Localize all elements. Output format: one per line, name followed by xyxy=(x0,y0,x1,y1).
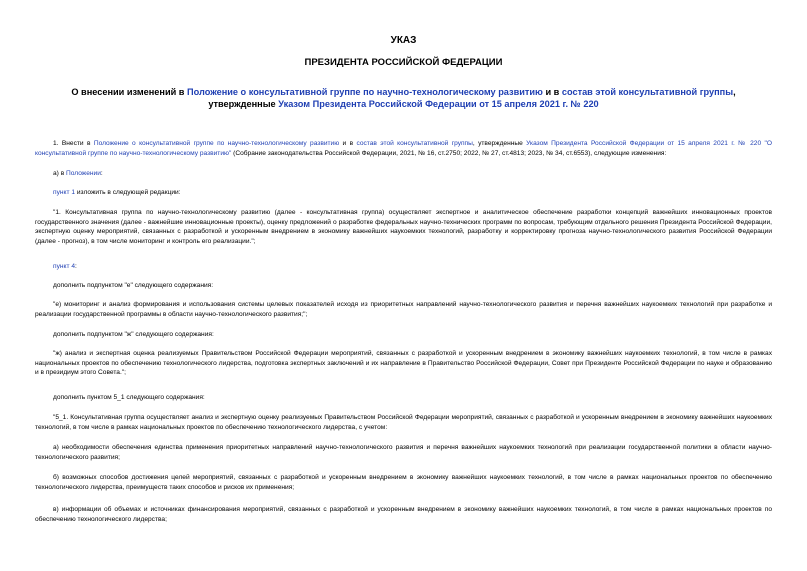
paragraph-3 xyxy=(53,188,181,198)
paragraph-8: дополнить подпунктом "ж" следующего содержания: xyxy=(53,331,214,338)
paragraph-13: б) возможных способов достижения целей мероприятий, связанных с разработкой и ускоренным внедрением в экономику важнейших наукоемких технологий, в том числе в рамках национальных проектов по обеспечению технологического лидерства, преимуществ таких способов и рисков их применения; xyxy=(35,474,772,491)
decree-subtitle xyxy=(48,86,759,110)
paragraph-text: и в xyxy=(339,140,357,147)
paragraph-text: (Собрание законодательства Российской Федерации, 2021, № 16, ст.2750; 2022, № 27, ст.4813; 2023, № 34, ст.6553), следующие изменения: xyxy=(231,149,667,157)
decree-issuer: ПРЕЗИДЕНТА РОССИЙСКОЙ ФЕДЕРАЦИИ xyxy=(304,57,503,68)
paragraph-9: "ж) анализ и экспертная оценка реализуемых Правительством Российской Федерации мероприятий, связанных с разработкой и ускоренным внедрением в экономику важнейших наукоемких технологий, в том числе в рамках национальных проектов по обеспечению технологического лидерства, подготовка экспертных заключений и их направление в Правительство Российской Федерации, Совет при Президенте Российской Федерации по науке и образованию и в президиум этого Совета."; xyxy=(35,350,772,377)
paragraph-12: а) необходимости обеспечения единства применения приоритетных направлений научно-технологического развития и перечня важнейших наукоемких технологий при реализации государственной политики в области научно-технологического развития; xyxy=(35,444,772,461)
decree-title: УКАЗ xyxy=(390,35,417,46)
paragraph-1 xyxy=(35,139,772,158)
paragraph-2 xyxy=(53,169,103,179)
paragraph-6: дополнить подпунктом "е" следующего содержания: xyxy=(53,282,214,289)
link-regulation[interactable]: Положение о консультативной группе по научно-технологическому развитию xyxy=(93,140,340,147)
paragraph-text: : xyxy=(75,263,77,270)
subtitle-text: и в xyxy=(542,87,562,97)
link-regulation-short[interactable]: Положении xyxy=(66,170,101,177)
paragraph-text: : xyxy=(100,170,103,177)
paragraph-text: изложить в следующей редакции: xyxy=(75,189,181,196)
subtitle-link-composition[interactable]: состав этой консультативной группы xyxy=(561,87,734,97)
paragraph-5 xyxy=(53,262,77,272)
subtitle-link-regulation[interactable]: Положение о консультативной группе по научно-технологическому развитию xyxy=(187,87,543,97)
paragraph-14: в) информации об объемах и источниках финансирования мероприятий, связанных с разработкой и ускоренным внедрением в экономику важнейших наукоемких технологий, в том числе в рамках национальных проектов по обеспечению технологического лидерства; xyxy=(35,506,772,523)
link-point-1[interactable]: пункт 1 xyxy=(53,189,75,196)
paragraph-7: "е) мониторинг и анализ формирования и использования системы целевых показателей исходя из приоритетных направлений научно-технологического развития и перечня важнейших наукоемких технологий при разработке и реализации государственной программы в области научно-технологического развития;"; xyxy=(35,301,772,318)
link-point-4[interactable]: пункт 4 xyxy=(53,263,75,270)
paragraph-10: дополнить пунктом 5_1 следующего содержания: xyxy=(53,394,205,401)
subtitle-text: О внесении изменений в xyxy=(71,87,187,97)
paragraph-4: "1. Консультативная группа по научно-технологическому развитию (далее - консультативная группа) осуществляет экспертное и аналитическое обеспечение разработки концепций важнейших инновационных проектов государственного значения (далее - важнейшие инновационные проекты), оценку предложений о разработке федеральных научно-технических программ по вопросам, требующим отдельного решения Президента Российской Федерации, экспертную оценку мероприятий, связанных с разработкой и ускоренным внедрением в экономику важнейших наукоемких технологий, разработку и корректировку прогноза научно-технологического развития Российской Федерации (далее - прогноз), в том числе мониторинг и контроль его реализации."; xyxy=(35,209,772,245)
link-decree[interactable]: Указом Президента Российской Федерации от 15 апреля 2021 г. № 220 "О консультативной группе по научно-технологическому развитию" xyxy=(35,140,772,157)
subtitle-link-decree[interactable]: Указом Президента Российской Федерации от 15 апреля 2021 г. № 220 xyxy=(278,99,599,109)
subtitle-text: , утвержденные xyxy=(208,87,736,109)
paragraph-text: 1. Внести в xyxy=(53,140,94,147)
paragraph-text: , утвержденные xyxy=(472,140,527,147)
paragraph-11: "5_1. Консультативная группа осуществляет анализ и экспертную оценку реализуемых Правительством Российской Федерации мероприятий, связанных с разработкой и ускоренным внедрением в экономику важнейших наукоемких технологий, в том числе в рамках национальных проектов по обеспечению технологического лидерства, с учетом: xyxy=(35,414,772,431)
link-composition[interactable]: состав этой консультативной группы xyxy=(356,140,473,147)
paragraph-text: а) в xyxy=(53,170,67,177)
